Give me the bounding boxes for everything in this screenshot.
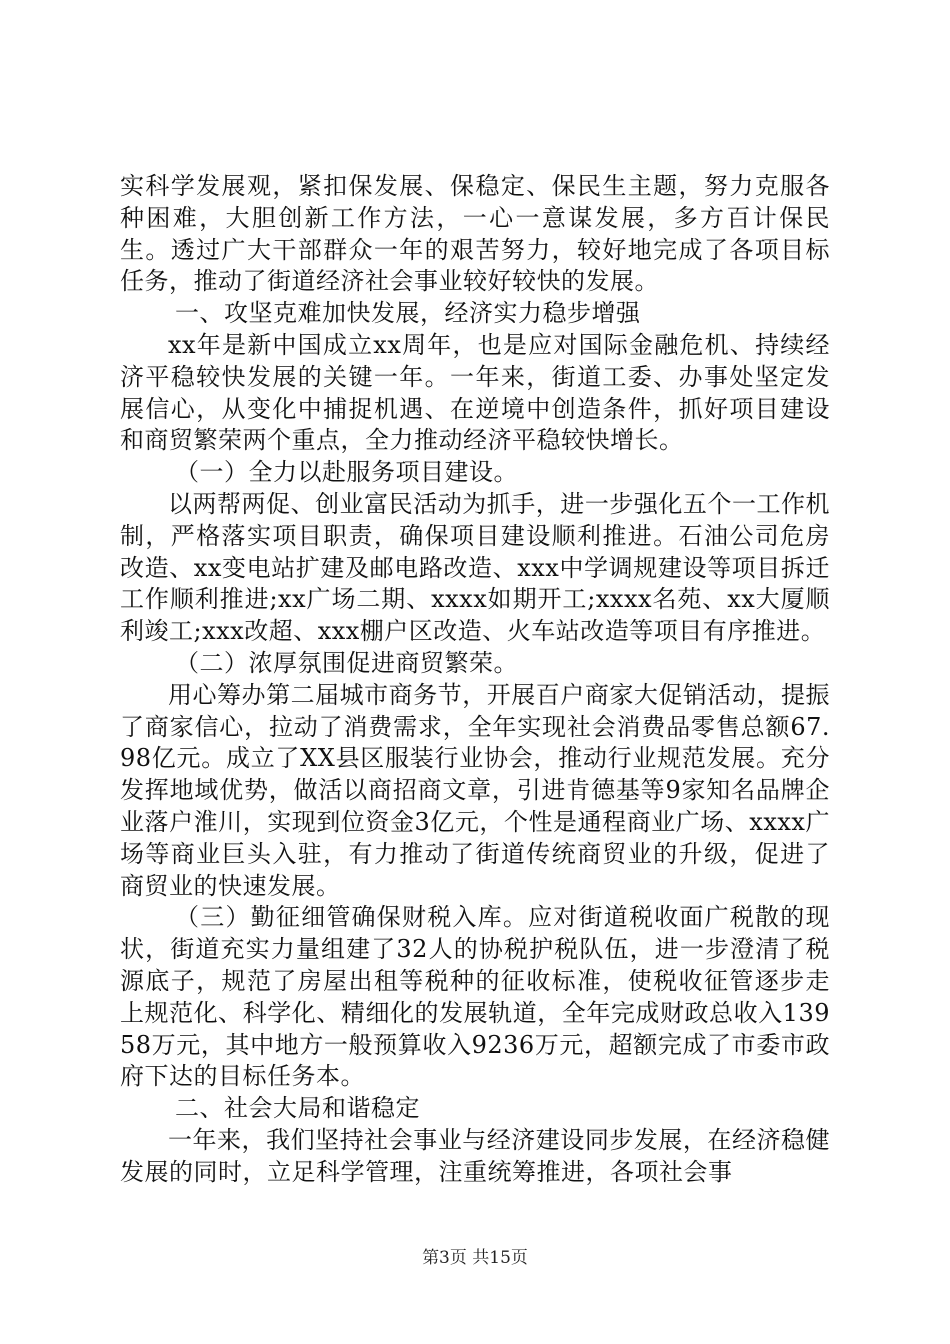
section-heading-2: 二、社会大局和谐稳定 [175,1094,420,1123]
subsection-heading-2: （二）浓厚氛围促进商贸繁荣。 [175,648,518,677]
section-heading-1: 一、攻坚克难加快发展，经济实力稳步增强 [175,299,641,328]
paragraph-tax-collection: （三）勤征细管确保财税入库。应对街道税收面广税散的现状，街道充实力量组建了32人的协税护税队伍，进一步澄清了税源底子，规范了房屋出租等税种的征收标准，使税收征管逐步走上规范化、科学化、精细化的发展轨道，全年完成财政总收入13958万元，其中地方一般预算收入9236万元，超额完成了市委市政府下达的目标任务本。 [120,903,830,1091]
paragraph-section-1-intro: xx年是新中国成立xx周年，也是应对国际金融危机、持续经济平稳较快发展的关键一年。一年来，街道工委、办事处坚定发展信心，从变化中捕捉机遇、在逆境中创造条件，抓好项目建设和商贸繁荣两个重点，全力推动经济平稳较快增长。 [120,330,830,455]
paragraph-project-construction: 以两帮两促、创业富民活动为抓手，进一步强化五个一工作机制，严格落实项目职责，确保项目建设顺利推进。石油公司危房改造、xx变电站扩建及邮电路改造、xxx中学调规建设等项目拆迁工作顺利推进;xx广场二期、xxxx如期开工;xxxx名苑、xx大厦顺利竣工;xxx改超、xxx棚户区改造、火车站改造等项目有序推进。 [120,489,830,646]
paragraph-commerce: 用心筹办第二届城市商务节，开展百户商家大促销活动，提振了商家信心，拉动了消费需求，全年实现社会消费品零售总额67.98亿元。成立了XX县区服装行业协会，推动行业规范发展。充分发挥地域优势，做活以商招商文章，引进肯德基等9家知名品牌企业落户淮川，实现到位资金3亿元，个性是通程商业广场、xxxx广场等商业巨头入驻，有力推动了街道传统商贸业的升级，促进了商贸业的快速发展。 [120,680,830,900]
paragraph-social-development: 一年来，我们坚持社会事业与经济建设同步发展，在经济稳健发展的同时，立足科学管理，注重统筹推进，各项社会事 [120,1125,830,1186]
paragraph-continuation: 实科学发展观，紧扣保发展、保稳定、保民生主题，努力克服各种困难，大胆创新工作方法，一心一意谋发展，多方百计保民生。透过广大干部群众一年的艰苦努力，较好地完成了各项目标任务，推动了街道经济社会事业较好较快的发展。 [120,172,830,296]
page-number-footer: 第3页 共15页 [422,1248,528,1268]
document-body [120,171,830,1189]
subsection-heading-1: （一）全力以赴服务项目建设。 [175,458,518,487]
